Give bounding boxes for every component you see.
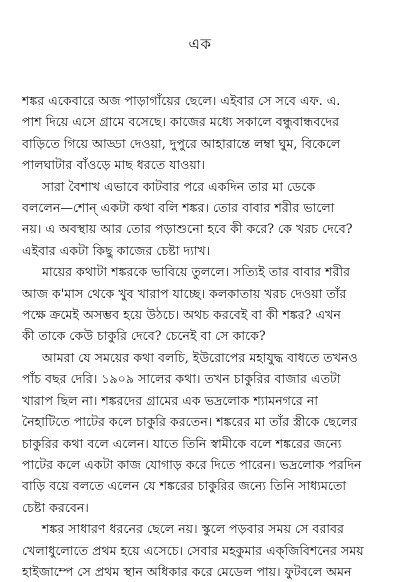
text-line: চাকুরির কথা বলে এলেন। যাতে তিনি স্বামীকে বলে শঙ্করের জন্যে [22,435,342,451]
text-line: পাঁচ বছর দেরি। ১৯০৯ সালের কথা। তখন চাকুরির বাজার এতটা [22,371,341,387]
text-line: চেষ্টা করবেন। [22,499,89,515]
text-line: শঙ্কর একেবারে অজ পাড়াগাঁয়ের ছেলে। এইবার সে সবে এফ. এ. [22,93,341,108]
paragraph-2 [22,176,378,262]
text-line: কী তাকে কেউ চাকুরি দেবে? চেনেই বা সে কাকে? [22,328,266,344]
text-line: সারা বৈশাখ এভাবে কাটবার পরে একদিন তার মা ডেকে [42,178,316,194]
text-line: হাইজাম্পে সে প্রথম স্থান অধিকার করে মেডেল পায়। ফুটবলে অমন [22,563,352,579]
text-line: পাশ দিয়ে এসে গ্রামে বসেছে। কাজের মধ্যে সকালে বন্ধুবান্ধবদের [22,114,339,130]
text-line: বাড়িতে গিয়ে আড্ডা দেওয়া, দুপুরে আহারান্তে লম্বা ঘুম, বিকেলে [22,135,341,151]
paragraph-3 [22,261,378,347]
text-line: এইবার একটা কিছু কাজের চেষ্টা দ্যাখ। [22,242,211,258]
text-line: বাড়ি বয়ে বলতে এলেন যে শঙ্করের চাকুরির জন্যে তিনি সাধ্যমতো [22,478,347,494]
text-line: মায়ের কথাটা শঙ্করকে ভাবিয়ে তুললে। সত্যিই তার বাবার শরীর [42,264,351,280]
text-line: বললেন—শোন্ একটা কথা বলি শঙ্কর। তোর বাবার শরীর ভালো [22,200,335,216]
paragraph-5 [22,518,378,582]
body-text [22,90,378,582]
text-line: পক্ষে ক্রমেই অসম্ভব হয়ে উঠচে। অথচ করবেই বা কী শঙ্কর? এখন [22,307,341,323]
text-line: পালঘাটার বাঁওড়ে মাছ ধরতে যাওয়া। [22,157,205,173]
text-line: পাটের কলে একটা কাজ যোগাড় করে দিতে পারেন। ভদ্রলোক পরদিন [22,456,362,472]
chapter-title: এক [188,35,212,53]
paragraph-4 [22,347,378,518]
paragraph-1 [22,90,378,176]
text-line: খেলাধুলোতে প্রথম হয়ে এসেচে। সেবার মহকুমার এক্‌জিবিশনের সময় [22,542,364,558]
text-line: নয়। এ অবস্থায় আর তোর পড়াশুনো হবে কী করে? কে খরচ দেবে? [22,221,353,237]
text-line: খারাপ ছিল না। শঙ্করদের গ্রামের এক ভদ্রলোক শ্যামনগরে না [22,392,319,408]
text-line: আজ ক'মাস থেকে খুব খারাপ যাচ্ছে। কলকাতায় খরচ দেওয়া তাঁর [22,285,347,301]
text-line: শঙ্কর সাধারণ ধরনের ছেলে নয়। স্কুলে পড়বার সময় সে বরাবর [42,521,344,537]
text-line: নৈহাটিতে পাটের কলে চাকুরি করতেন। শঙ্করের মা তাঁর স্ত্রীকে ছেলের [22,414,358,430]
text-line: আমরা যে সময়ের কথা বলচি, ইউরোপের মহাযুদ্ধ বাধতে তখনও [42,349,358,365]
